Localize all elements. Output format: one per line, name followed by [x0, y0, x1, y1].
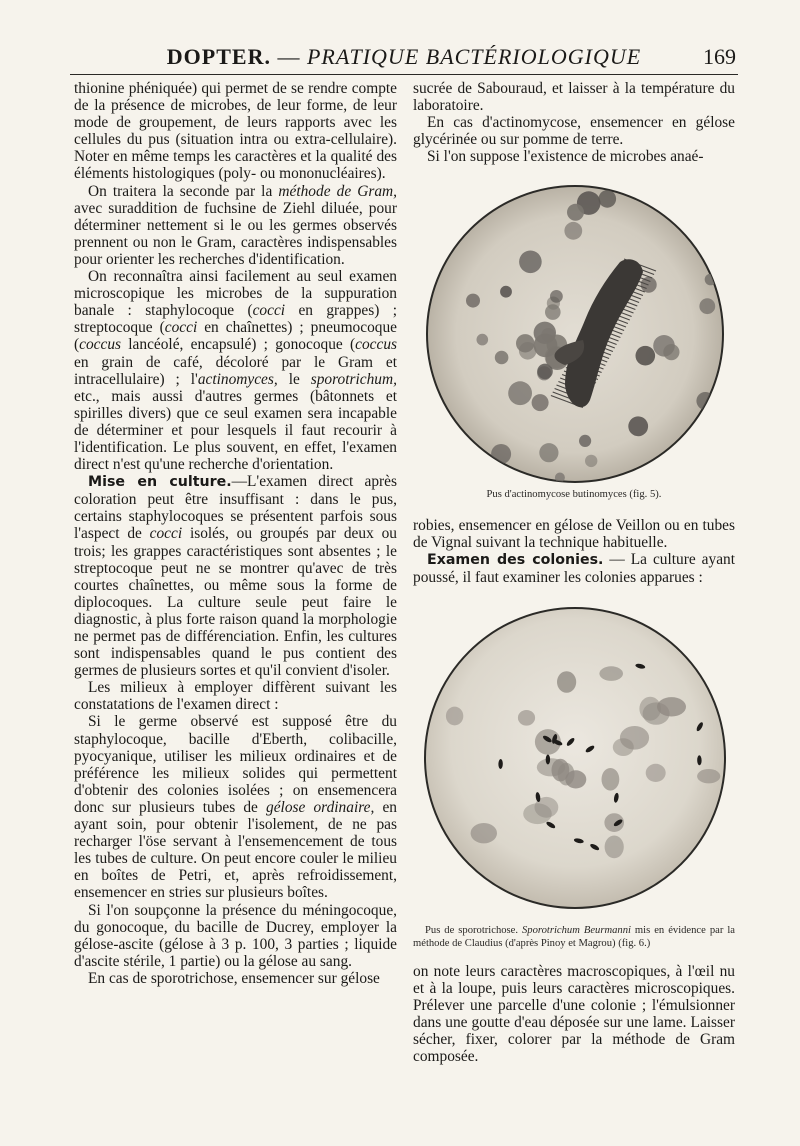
pus-cell	[550, 290, 563, 303]
italic-run: Sporotrichum Beurmanni	[522, 925, 631, 936]
pus-cell	[500, 286, 512, 298]
italic-run: actinomyces,	[197, 370, 278, 388]
figure-5-caption: Pus d'actinomycose butinomyces (fig. 5).	[486, 489, 662, 500]
italic-run: cocci	[164, 319, 198, 337]
running-header	[70, 44, 738, 75]
pus-cell	[696, 392, 714, 410]
pus-cell	[646, 764, 666, 782]
pus-cell	[495, 351, 509, 365]
pus-cell	[599, 666, 623, 681]
paragraph-anaerobies: Si l'on suppose l'existence de microbes anaé-	[427, 148, 704, 166]
text-run: On traitera la seconde par la	[88, 182, 279, 200]
microscope-field	[425, 608, 725, 908]
paragraph-meningocoque: Si l'on soupçonne la présence du méningocoque, du gonocoque, du bacille de Ducrey, employer la gélose-ascite (gélose à 3 p. 100, 3 parties ; liquide d'ascite stérile, 1 partie) ou la gélose au sang.	[74, 901, 397, 970]
text-run: avec suraddition de fuchsine de Ziehl diluée, pour déterminer nettement si le ou les germes observés prennent ou non le Gram, caractères indispensables pour orienter les recherches d'identification.	[74, 199, 397, 268]
text-run: isolés, ou groupés par deux ou trois; les grappes caractéristiques sont absentes ; le streptocoque peut ne se montrer qu'avec de très courtes chaînettes, ou même sous la forme de diplocoques. La culture seule peut faire le diagnostic, à plus forte raison quand la morphologie ne permet pas de différenciation. Enfin, les cultures sont indispensables quand le pus contient des germes de plusieurs sortes et qu'il convient d'isoler.	[74, 525, 397, 680]
pus-cell	[545, 304, 561, 320]
micrograph-actinomycose	[415, 180, 735, 488]
text-run: Pus de sporotrichose.	[425, 925, 522, 936]
pus-cell	[699, 298, 715, 314]
italic-run: cocci	[252, 302, 286, 320]
pus-cell	[628, 416, 648, 436]
pus-cell	[477, 334, 489, 346]
text-run: etc., mais aussi d'autres germes (bâtonnets et spirilles divers) que ce seul examen sera incapable de déterminer et pour lesquels il faut recourir à l'identification. Le plus souvent, en effet, l'examen direct n'est qu'une recherche d'orientation.	[74, 387, 397, 474]
text-run: mis en évidence par la méthode de Claudius (d'après Pinoy et Magrou) (fig. 6.)	[413, 925, 735, 949]
paragraph-thionine: thionine phéniquée) qui permet de se rendre compte de la présence de microbes, de leur forme, de leur mode de groupement, de leurs rapports avec les cellules du pus (situation intra ou extra-cellulaire). Noter en même temps les caractères et la qualité des éléments histologiques (poly- ou mononucléaires).	[74, 80, 397, 183]
paragraph-gram	[74, 183, 397, 268]
pus-cell	[516, 334, 534, 352]
pus-cell	[585, 455, 597, 467]
header-author: DOPTER.	[166, 44, 271, 69]
pus-cell	[567, 204, 584, 221]
paragraph-examen-colonies	[413, 551, 735, 586]
paragraph-sabouraud: sucrée de Sabouraud, et laisser à la température du laboratoire.	[413, 80, 735, 115]
pus-cell	[636, 346, 656, 366]
italic-run: gélose ordinaire,	[266, 798, 375, 816]
pus-cell	[605, 836, 624, 859]
pus-cell	[602, 768, 620, 791]
text-run: le	[277, 370, 311, 388]
text-run: en grain de café, décoloré par le Gram et intracellulaire) ; l'	[74, 353, 397, 388]
pus-cell	[446, 707, 463, 726]
figure-actinomycose	[415, 180, 735, 488]
pus-cell	[539, 443, 558, 462]
text-run: en grappes) ; streptocoque (	[74, 302, 397, 337]
right-column-top	[413, 80, 735, 165]
paragraph-mise-en-culture	[74, 473, 397, 679]
right-column-middle	[413, 517, 735, 586]
paragraph-caracteres: on note leurs caractères macroscopiques, à l'œil nu et à la loupe, puis leurs caractères microscopiques. Prélever une parcelle d'une colonie ; l'émulsionner dans une goutte d'eau déposée sur une lame. Laisser sécher, fixer, colorer par la méthode de Gram composée.	[413, 963, 735, 1066]
paragraph-microbes	[74, 268, 397, 473]
italic-run: méthode de Gram,	[278, 182, 398, 200]
paragraph-actinomycose: En cas d'actinomycose, ensemencer en gélose glycérinée ou sur pomme de terre.	[413, 114, 735, 149]
section-heading-colonies: Examen des colonies.	[427, 552, 604, 569]
paragraph-milieux: Les milieux à employer diffèrent suivant les constatations de l'examen direct :	[74, 679, 397, 714]
pus-cell	[557, 671, 576, 693]
text-run: On reconnaîtra ainsi facilement au seul examen microscopique les microbes de la suppuration banale : staphylocoque (	[74, 268, 397, 320]
header-dash: —	[277, 44, 301, 69]
pus-cell	[564, 222, 582, 240]
figure-sporotrichose	[415, 597, 735, 919]
text-run: en ayant soin, pour obtenir l'isolement, de ne pas recharger l'öse servant à l'ensemencement de tous les tubes de culture. On peut encore couler le milieu en boîtes de Petri, et, après refroidissement, ensemencer en stries sur plusieurs boîtes.	[74, 798, 397, 902]
italic-run: coccus	[355, 336, 397, 354]
text-run: —L'examen direct après coloration peut être insuffisant : dans le pus, certains staphylocoques se présentent parfois sous l'aspect de	[74, 473, 397, 543]
pus-cell	[508, 381, 532, 405]
pus-cell	[599, 190, 617, 208]
paragraph-staphylocoque	[74, 713, 397, 901]
paragraph-veillon: robies, ensemencer en gélose de Veillon ou en tubes de Vignal suivant la technique habituelle.	[413, 517, 735, 552]
pus-cell	[565, 770, 586, 788]
header-work: PRATIQUE BACTÉRIOLOGIQUE	[306, 44, 642, 69]
text-run: lancéolé, encapsulé) ; gonocoque (	[121, 336, 356, 354]
pus-cell	[613, 738, 634, 756]
pus-cell	[537, 758, 565, 776]
pus-cell	[491, 444, 511, 464]
header-title	[70, 44, 738, 70]
italic-run: sporotrichum,	[310, 370, 397, 388]
sporotrichum-spore	[546, 755, 550, 765]
pus-cell	[657, 697, 686, 716]
italic-run: cocci	[149, 525, 183, 543]
page-number: 169	[703, 44, 736, 69]
paragraph-sporotrichose: En cas de sporotrichose, ensemencer sur gélose	[88, 969, 380, 987]
pus-cell	[532, 394, 549, 411]
left-column	[74, 80, 397, 987]
pus-cell	[471, 823, 497, 843]
pus-cell	[466, 294, 480, 308]
pus-cell	[518, 710, 535, 726]
pus-cell	[663, 344, 679, 360]
pus-cell	[519, 251, 542, 274]
right-column-bottom	[413, 963, 735, 1066]
pus-cell	[537, 366, 551, 380]
text-run: Si le germe observé est supposé être du staphylocoque, bacille d'Eberth, colibacille, pyocyanique, utiliser les milieux ordinaires et de préférence les milieux solides qui permettent d'obtenir des colonies isolées ; on ensemencera donc sur plusieurs tubes de	[74, 713, 397, 816]
pus-cell	[697, 769, 720, 783]
section-heading-culture: Mise en culture.	[88, 474, 232, 491]
italic-run: coccus	[79, 336, 122, 354]
figure-6-caption	[413, 925, 735, 950]
pus-cell	[579, 435, 591, 447]
text-run: — La culture ayant poussé, il faut examiner les colonies apparues :	[413, 551, 735, 587]
text-run: en chaînettes) ; pneumocoque (	[74, 319, 398, 354]
micrograph-sporotrichose	[415, 597, 735, 919]
